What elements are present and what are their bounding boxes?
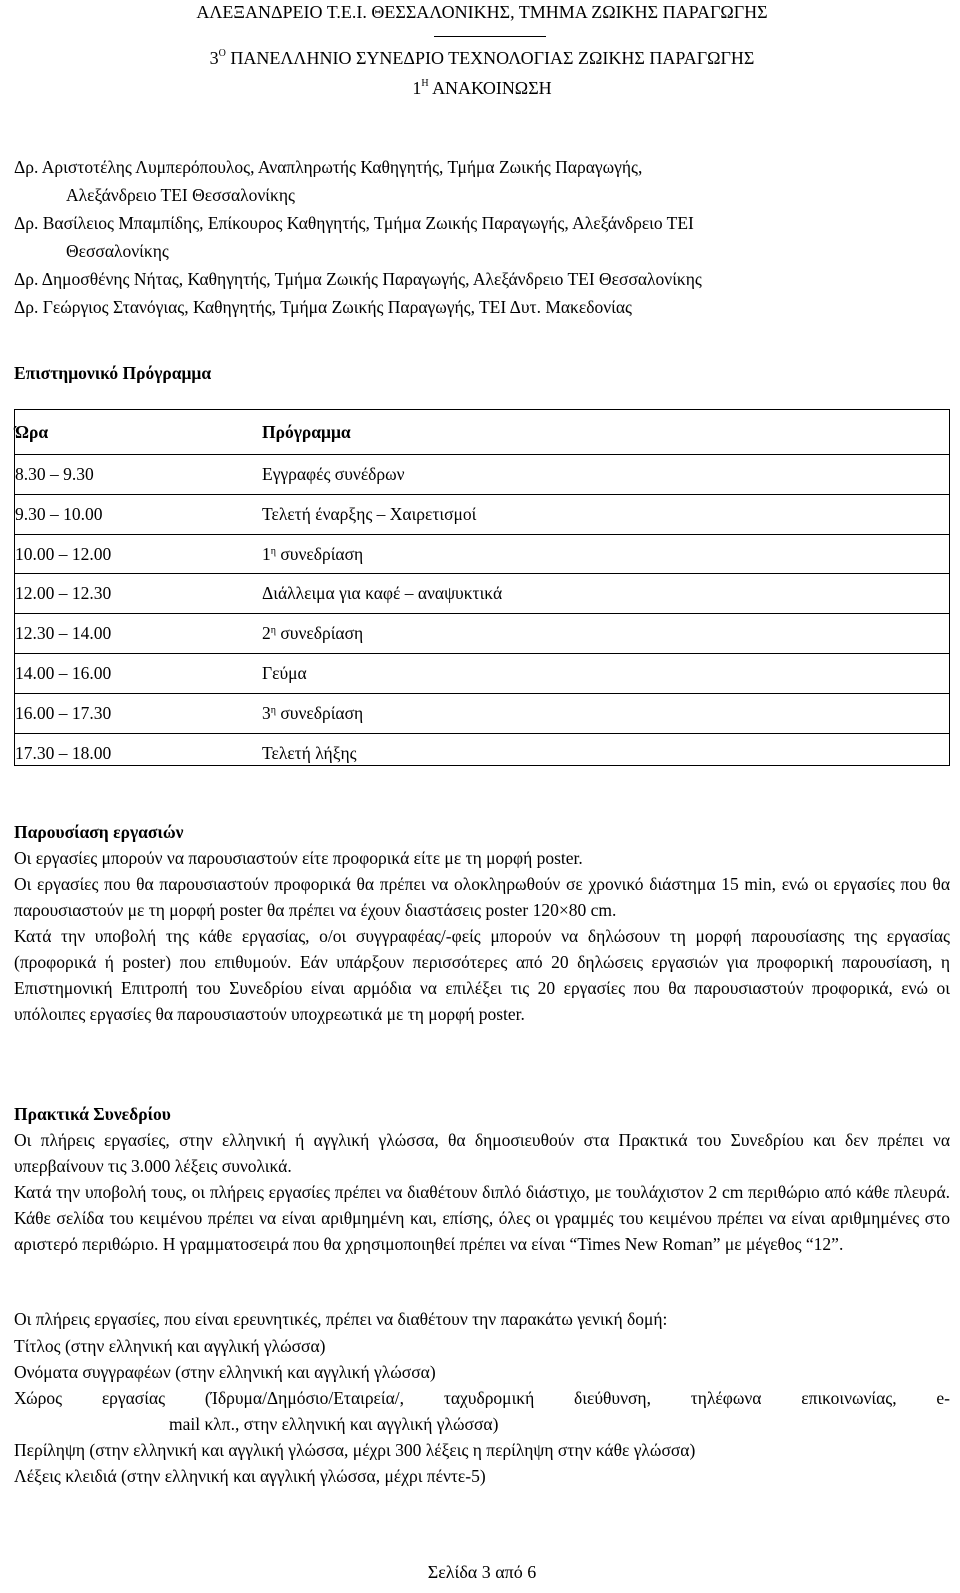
row-item-text: συνεδρίαση xyxy=(280,702,364,723)
list-item-text: Περίληψη (στην ελληνική και αγγλική γλώσσα, μέχρι 300 λέξεις η περίληψη στην κάθε γλώσσα) xyxy=(14,1440,696,1460)
row-item-text: Εγγραφές συνέδρων xyxy=(262,464,405,484)
row-time: 10.00 – 12.00 xyxy=(15,543,112,564)
table-row xyxy=(15,734,949,773)
committee-member-line: Δρ. Αριστοτέλης Λυμπερόπουλος, Αναπληρωτής Καθηγητής, Τμήμα Ζωικής Παραγωγής, xyxy=(14,157,643,177)
announcement-number: 1 xyxy=(412,78,422,98)
list-item-text: Τίτλος (στην ελληνική και αγγλική γλώσσα) xyxy=(14,1336,326,1356)
committee-member-line-continued: Αλεξάνδρειο ΤΕΙ Θεσσαλονίκης xyxy=(66,185,295,205)
list-item xyxy=(14,1359,950,1385)
row-time: 17.30 – 18.00 xyxy=(15,742,112,763)
list-item-text: Ονόματα συγγραφέων (στην ελληνική και αγγλική γλώσσα) xyxy=(14,1362,436,1382)
row-item-text: συνεδρίαση xyxy=(280,623,364,644)
committee-member xyxy=(14,293,950,321)
row-item-text: Διάλλειμα για καφέ – αναψυκτικά xyxy=(262,583,503,604)
presentation-title: Παρουσίαση εργασιών xyxy=(14,822,184,842)
announcement-title: ΑΝΑΚΟΙΝΩΣΗ xyxy=(432,78,552,98)
header-divider xyxy=(434,36,546,37)
proceedings-title: Πρακτικά Συνεδρίου xyxy=(14,1104,171,1124)
program-title: Επιστημονικό Πρόγραμμα xyxy=(14,363,212,383)
row-item xyxy=(262,495,476,534)
presentation-paragraph: Κατά την υποβολή της κάθε εργασίας, ο/οι συγγραφέας/-φείς μπορούν να δηλώσουν τη μορφή παρουσίασης της εργασίας (προφορικά ή poster) που επιθυμούν. Εάν υπάρξουν περισσότερες από 20 δηλώσεις εργασιών για προφορική παρουσίαση, η Επιστημονική Επιτροπή του Συνεδρίου είναι αρμόδια να επιλέξει τις 20 εργασίες που θα παρουσιαστούν προφορικά, ενώ οι υπόλοιπες εργασίες θα παρουσιαστούν υποχρεωτικά με τη μορφή poster. xyxy=(14,926,950,1024)
row-time: 14.00 – 16.00 xyxy=(15,662,112,683)
structure-intro: Οι πλήρεις εργασίες, που είναι ερευνητικές, πρέπει να διαθέτουν την παρακάτω γενική δομή: xyxy=(14,1309,668,1329)
committee-member-line: Δρ. Βασίλειος Μπαμπίδης, Επίκουρος Καθηγητής, Τμήμα Ζωικής Παραγωγής, Αλεξάνδρειο ΤΕΙ xyxy=(14,213,694,233)
presentation-paragraph: Οι εργασίες μπορούν να παρουσιαστούν είτε προφορικά είτε με τη μορφή poster. xyxy=(14,848,583,868)
table-row xyxy=(15,455,949,495)
row-item-text: Τελετή έναρξης – Χαιρετισμοί xyxy=(262,503,477,524)
list-item xyxy=(14,1333,950,1359)
structure-list xyxy=(14,1333,950,1489)
table-row xyxy=(15,614,949,654)
proceedings-paragraph: Οι πλήρεις εργασίες, στην ελληνική ή αγγλική γλώσσα, θα δημοσιευθούν στα Πρακτικά του Συνεδρίου και δεν πρέπει να υπερβαίνουν τις 3.000 λέξεις συνολικά. xyxy=(14,1130,950,1176)
row-item-number: 1 xyxy=(262,543,271,564)
list-item-text: Λέξεις κλειδιά (στην ελληνική και αγγλική γλώσσα, μέχρι πέντε-5) xyxy=(14,1466,486,1486)
list-item xyxy=(14,1385,950,1437)
list-item xyxy=(14,1463,950,1489)
row-item xyxy=(262,614,363,653)
row-item xyxy=(262,535,363,574)
schedule-header-time: Ώρα xyxy=(15,422,49,442)
row-item xyxy=(262,654,307,693)
committee-member xyxy=(14,153,950,209)
committee-list xyxy=(14,153,950,321)
committee-member xyxy=(14,209,950,265)
row-time: 12.00 – 12.30 xyxy=(15,583,112,604)
list-item-text-continued: mail κλπ., στην ελληνική και αγγλική γλώσσα) xyxy=(169,1414,499,1434)
committee-member xyxy=(14,265,950,293)
row-item-number: 2 xyxy=(262,623,271,644)
list-item-text: Χώρος εργασίας (Ίδρυμα/Δημόσιο/Εταιρεία/, ταχυδρομική διεύθυνση, τηλέφωνα επικοινωνίας, e- xyxy=(14,1388,950,1408)
proceedings-section xyxy=(14,1101,950,1257)
row-item-ordinal: η xyxy=(270,625,276,637)
row-time: 8.30 – 9.30 xyxy=(15,464,94,484)
header-institution: ΑΛΕΞΑΝΔΡΕΙΟ Τ.Ε.Ι. ΘΕΣΣΑΛΟΝΙΚΗΣ, ΤΜΗΜΑ ΖΩΙΚΗΣ ΠΑΡΑΓΩΓΗΣ xyxy=(196,2,768,22)
row-item xyxy=(262,455,405,494)
row-time: 9.30 – 10.00 xyxy=(15,503,103,524)
announcement-ordinal: Η xyxy=(421,78,429,89)
table-row xyxy=(15,574,949,614)
list-item xyxy=(14,1437,950,1463)
page-number: Σελίδα 3 από 6 xyxy=(427,1562,537,1582)
row-item-text: Τελετή λήξης xyxy=(262,742,357,763)
presentation-section xyxy=(14,819,950,1027)
header-announcement xyxy=(14,76,950,100)
schedule-table xyxy=(14,409,950,766)
schedule-header-row xyxy=(15,410,949,455)
committee-member-line: Δρ. Δημοσθένης Νήτας, Καθηγητής, Τμήμα Ζωικής Παραγωγής, Αλεξάνδρειο ΤΕΙ Θεσσαλονίκης xyxy=(14,269,702,289)
row-item-ordinal: η xyxy=(270,704,276,716)
committee-member-line-continued: Θεσσαλονίκης xyxy=(66,241,169,261)
row-item-number: 3 xyxy=(262,702,271,723)
table-row xyxy=(15,694,949,734)
table-row xyxy=(15,654,949,694)
proceedings-paragraph: Κατά την υποβολή τους, οι πλήρεις εργασίες πρέπει να διαθέτουν διπλό διάστιχο, με τουλάχιστον 2 cm περιθώριο από κάθε πλευρά. Κάθε σελίδα του κειμένου πρέπει να είναι αριθμημένη και, επίσης, όλες οι γραμμές του κειμένου πρέπει να είναι αριθμημένες στο αριστερό περιθώριο. Η γραμματοσειρά που θα χρησιμοποιηθεί πρέπει να είναι “Times New Roman” με μέγεθος “12”. xyxy=(14,1182,950,1254)
row-time: 16.00 – 17.30 xyxy=(15,702,112,723)
table-row xyxy=(15,495,949,535)
header-conference xyxy=(14,46,950,70)
row-item-ordinal: η xyxy=(270,545,276,557)
table-row xyxy=(15,535,949,575)
presentation-paragraph: Οι εργασίες που θα παρουσιαστούν προφορικά θα πρέπει να ολοκληρωθούν σε χρονικό διάστημα 15 min, ενώ οι εργασίες που θα παρουσιαστούν με τη μορφή poster θα πρέπει να έχουν διαστάσεις poster 120×80 cm. xyxy=(14,874,950,920)
conference-number: 3 xyxy=(209,48,219,68)
row-time: 12.30 – 14.00 xyxy=(15,623,112,644)
row-item xyxy=(262,694,363,733)
row-item xyxy=(262,574,502,613)
committee-member-line: Δρ. Γεώργιος Στανόγιας, Καθηγητής, Τμήμα Ζωικής Παραγωγής, ΤΕΙ Δυτ. Μακεδονίας xyxy=(14,297,632,317)
conference-ordinal: Ο xyxy=(218,48,226,59)
row-item xyxy=(262,734,357,773)
row-item-text: συνεδρίαση xyxy=(280,543,364,564)
schedule-header-program: Πρόγραμμα xyxy=(262,422,351,442)
row-item-text: Γεύμα xyxy=(262,662,307,683)
conference-title: ΠΑΝΕΛΛΗΝΙΟ ΣΥΝΕΔΡΙΟ ΤΕΧΝΟΛΟΓΙΑΣ ΖΩΙΚΗΣ ΠΑΡΑΓΩΓΗΣ xyxy=(230,48,755,68)
